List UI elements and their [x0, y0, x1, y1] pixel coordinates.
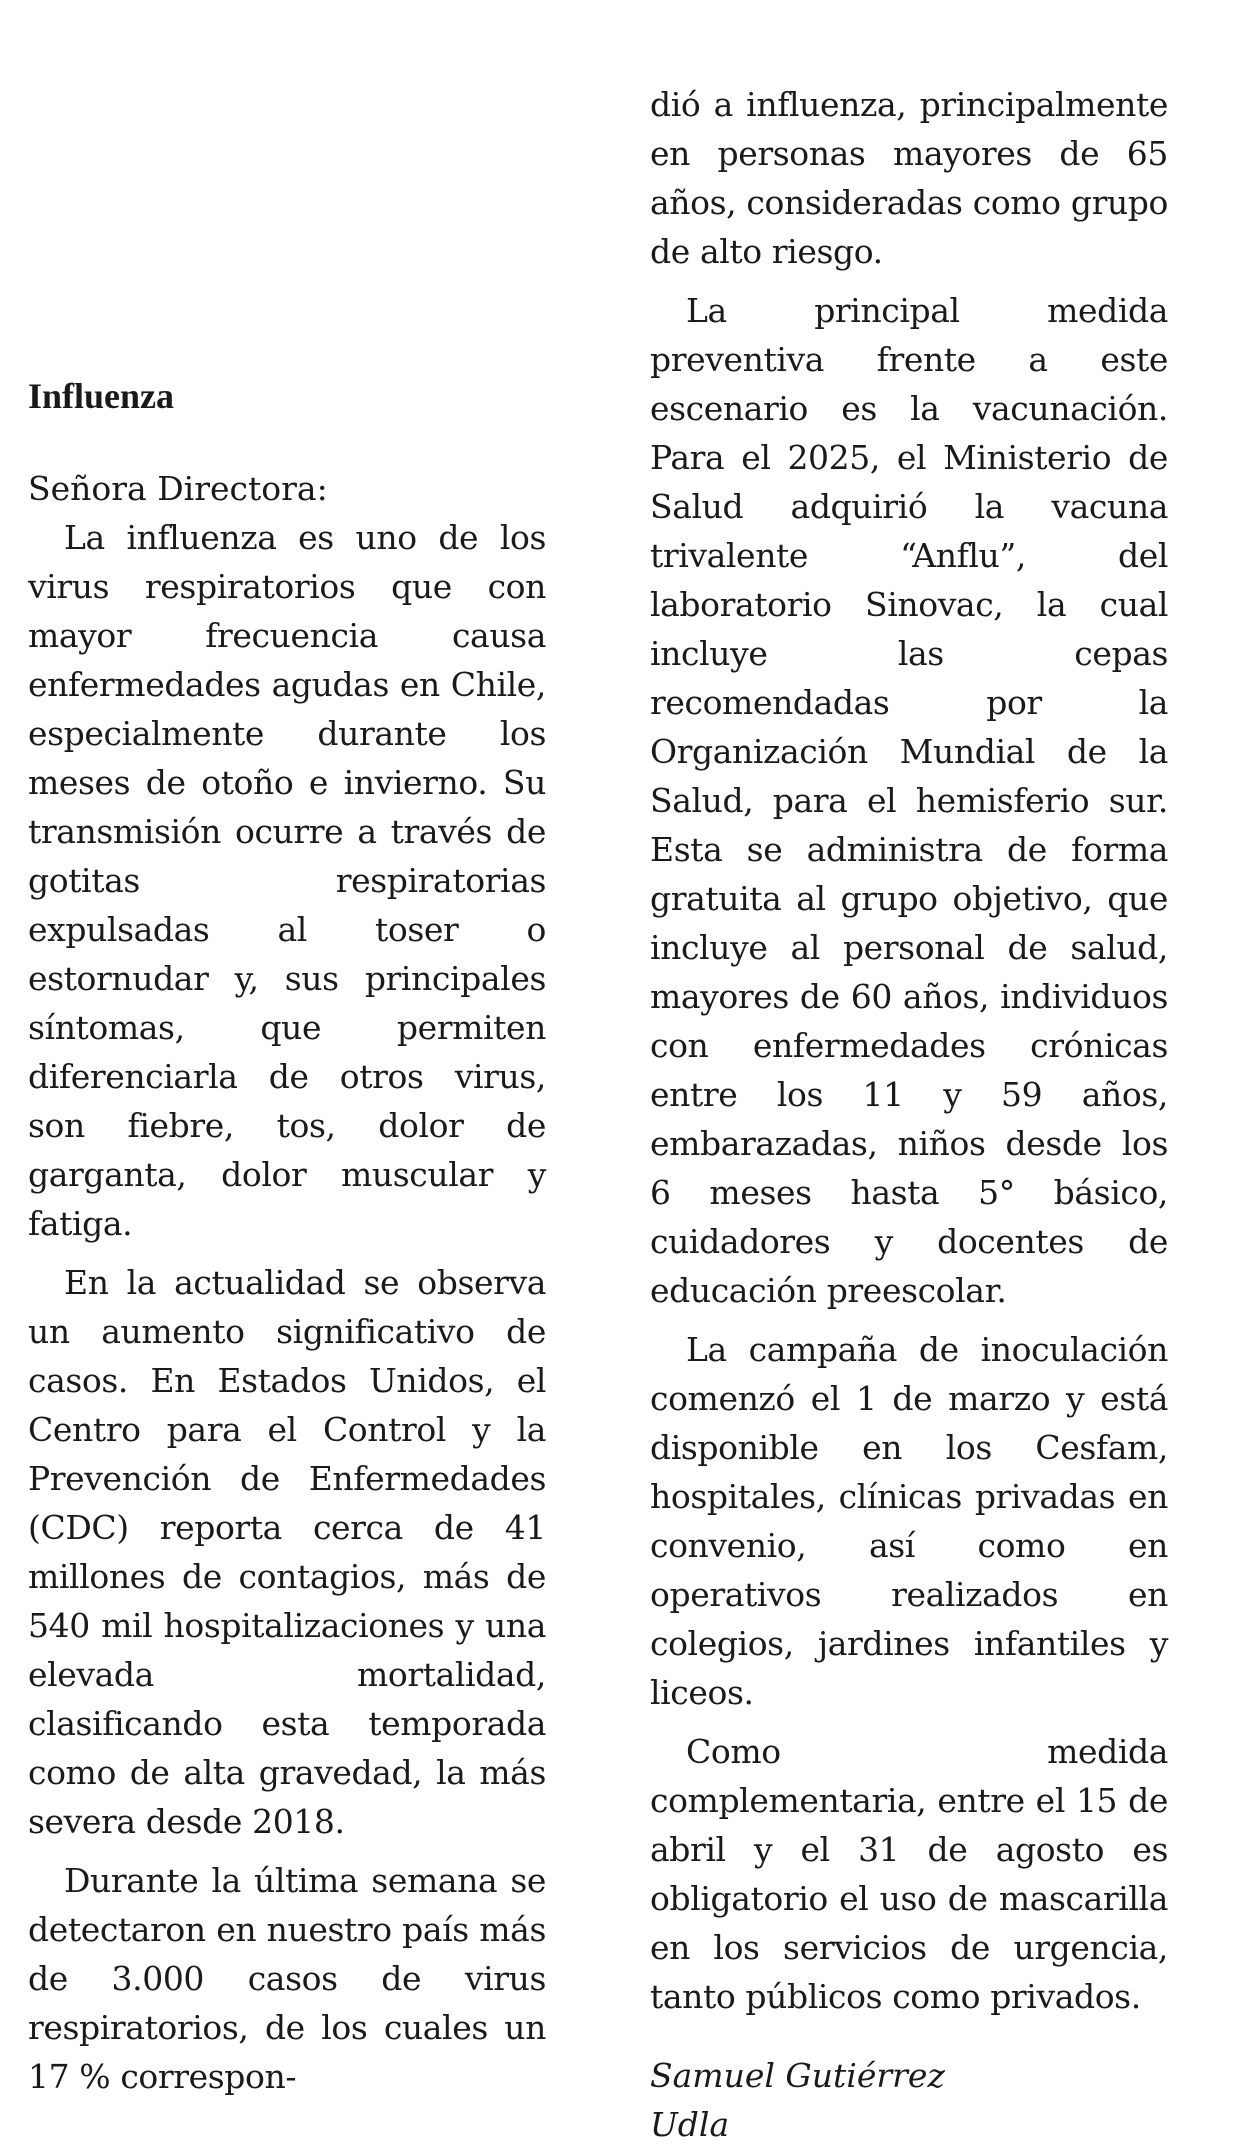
- paragraph: Como medida complementaria, entre el 15 de abril y el 31 de agosto es obligatorio el uso de mascarilla en los servicios de urgencia, tanto públicos como privados.: [650, 1732, 1168, 2016]
- letter-title: Influenza: [28, 376, 175, 416]
- signature: [650, 2051, 1168, 2149]
- author-affiliation: Udla: [650, 2105, 730, 2144]
- paragraph: La principal medida preventiva frente a este escenario es la vacunación. Para el 2025, el Ministerio de Salud adquirió la vacuna trivalente “Anflu”, del laboratorio Sinovac, la cual incluye las cepas recomendadas por la Organización Mundial de la Salud, para el hemisferio sur. Esta se administra de forma gratuita al grupo objetivo, que incluye al personal de salud, mayores de 60 años, individuos con enfermedades crónicas entre los 11 y 59 años, embarazadas, niños desde los 6 meses hasta 5° básico, cuidadores y docentes de educación preescolar.: [650, 291, 1168, 1310]
- left-column: [28, 370, 546, 2111]
- paragraph: La campaña de inoculación comenzó el 1 de marzo y está disponible en los Cesfam, hospitales, clínicas privadas en convenio, así como en operativos realizados en colegios, jardines infantiles y liceos.: [650, 1330, 1168, 1712]
- paragraph-continuation: dió a influenza, principalmente en personas mayores de 65 años, consideradas como grupo de alto riesgo.: [650, 85, 1168, 271]
- author-name: Samuel Gutiérrez: [650, 2056, 945, 2095]
- paragraph: En la actualidad se observa un aumento significativo de casos. En Estados Unidos, el Centro para el Control y la Prevención de Enfermedades (CDC) reporta cerca de 41 millones de contagios, más de 540 mil hospitalizaciones y una elevada mortalidad, clasificando esta temporada como de alta gravedad, la más severa desde 2018.: [28, 1263, 546, 1841]
- paragraph: Durante la última semana se detectaron en nuestro país más de 3.000 casos de virus respiratorios, de los cuales un 17 % correspon-: [28, 1861, 546, 2096]
- paragraph: La influenza es uno de los virus respiratorios que con mayor frecuencia causa enfermedades agudas en Chile, especialmente durante los meses de otoño e invierno. Su transmisión ocurre a través de gotitas respiratorias expulsadas al toser o estornudar y, sus principales síntomas, que permiten diferenciarla de otros virus, son fiebre, tos, dolor de garganta, dolor muscular y fatiga.: [28, 518, 546, 1243]
- salutation: Señora Directora:: [28, 469, 328, 508]
- right-column: [650, 80, 1168, 2149]
